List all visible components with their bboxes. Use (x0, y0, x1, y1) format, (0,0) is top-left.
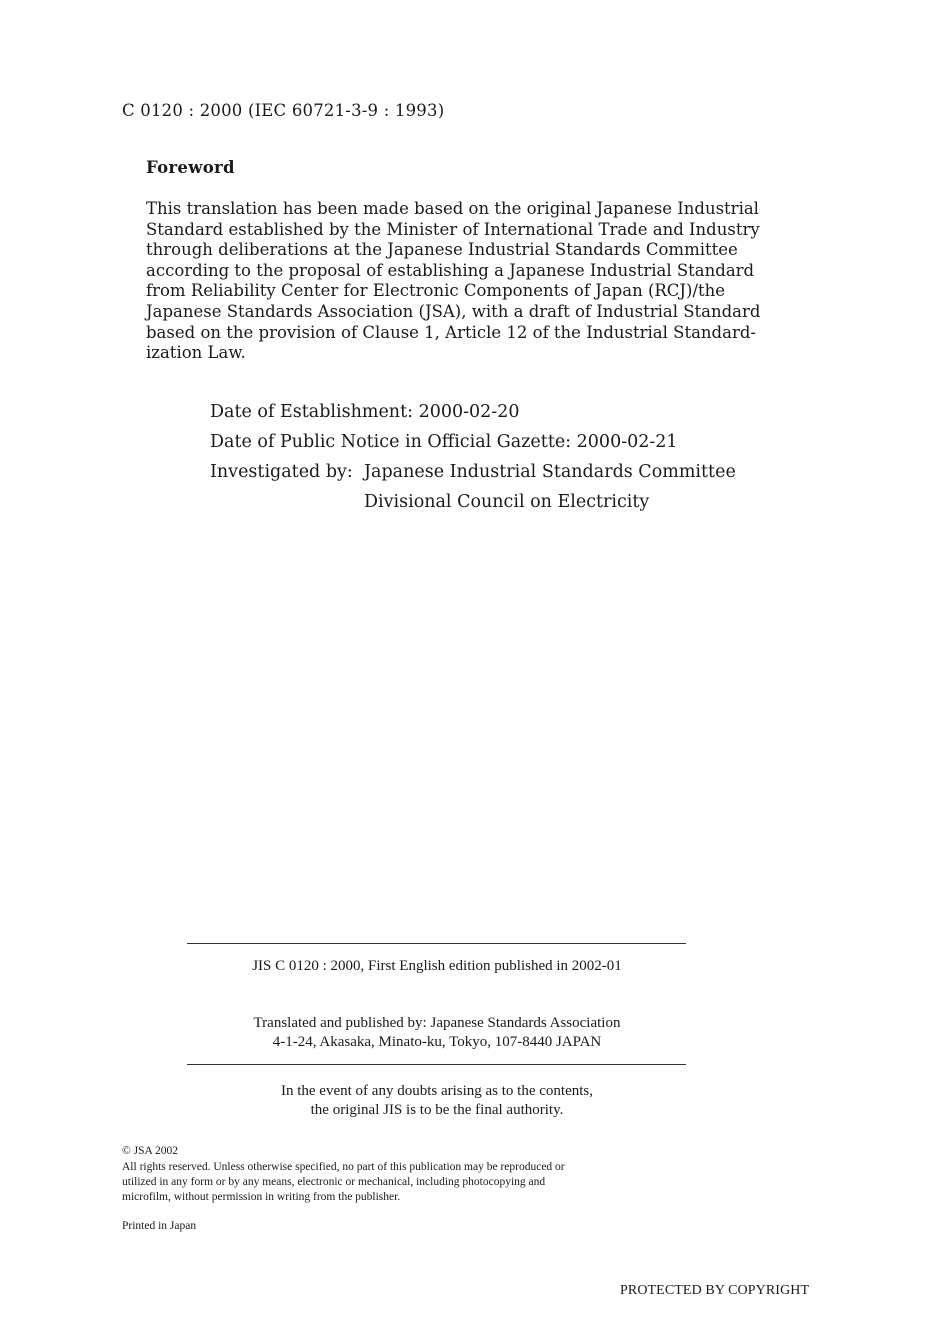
establishment-date: Date of Establishment: 2000-02-20 (210, 402, 520, 422)
publisher-address: 4-1-24, Akasaka, Minato-ku, Tokyo, 107-8440 JAPAN (272, 1034, 602, 1050)
publisher-line: Translated and published by: Japanese Standards Association (253, 1015, 621, 1031)
rights-line: microfilm, without permission in writing from the publisher. (122, 1191, 401, 1203)
foreword-line: Standard established by the Minister of International Trade and Industry (146, 219, 760, 239)
foreword-line: from Reliability Center for Electronic Components of Japan (RCJ)/the (146, 281, 726, 301)
foreword-body (146, 199, 761, 364)
foreword-line: through deliberations at the Japanese Industrial Standards Committee (146, 240, 738, 260)
foreword-line: according to the proposal of establishing a Japanese Industrial Standard (146, 260, 755, 280)
rights-line: utilized in any form or by any means, electronic or mechanical, including photocopying and (122, 1176, 546, 1188)
copyright-notice: © JSA 2002 (122, 1145, 179, 1157)
investigated-by-committee: Japanese Industrial Standards Committee (364, 462, 736, 482)
rights-line: All rights reserved. Unless otherwise specified, no part of this publication may be reproduced or (122, 1161, 565, 1173)
divider-top (187, 943, 686, 944)
rights-statement (122, 1160, 565, 1205)
divider-bottom (187, 1064, 686, 1065)
foreword-line: ization Law. (146, 343, 246, 363)
edition-notice: JIS C 0120 : 2000, First English edition published in 2002-01 (252, 958, 622, 974)
foreword-line: based on the provision of Clause 1, Article 12 of the Industrial Standard- (146, 322, 756, 342)
authority-notice-line2: the original JIS is to be the final authority. (310, 1102, 564, 1118)
public-notice-date: Date of Public Notice in Official Gazette: 2000-02-21 (210, 432, 678, 452)
document-header: C 0120 : 2000 (IEC 60721-3-9 : 1993) (122, 101, 445, 120)
printed-in: Printed in Japan (122, 1220, 197, 1232)
foreword-line: Japanese Standards Association (JSA), with a draft of Industrial Standard (146, 301, 761, 321)
investigated-by-council: Divisional Council on Electricity (364, 492, 650, 512)
foreword-line: This translation has been made based on the original Japanese Industrial (146, 199, 759, 218)
protected-watermark: PROTECTED BY COPYRIGHT (620, 1283, 810, 1298)
investigated-by-label: Investigated by: (210, 462, 353, 482)
authority-notice-line1: In the event of any doubts arising as to the contents, (280, 1083, 593, 1099)
foreword-title: Foreword (146, 158, 235, 177)
